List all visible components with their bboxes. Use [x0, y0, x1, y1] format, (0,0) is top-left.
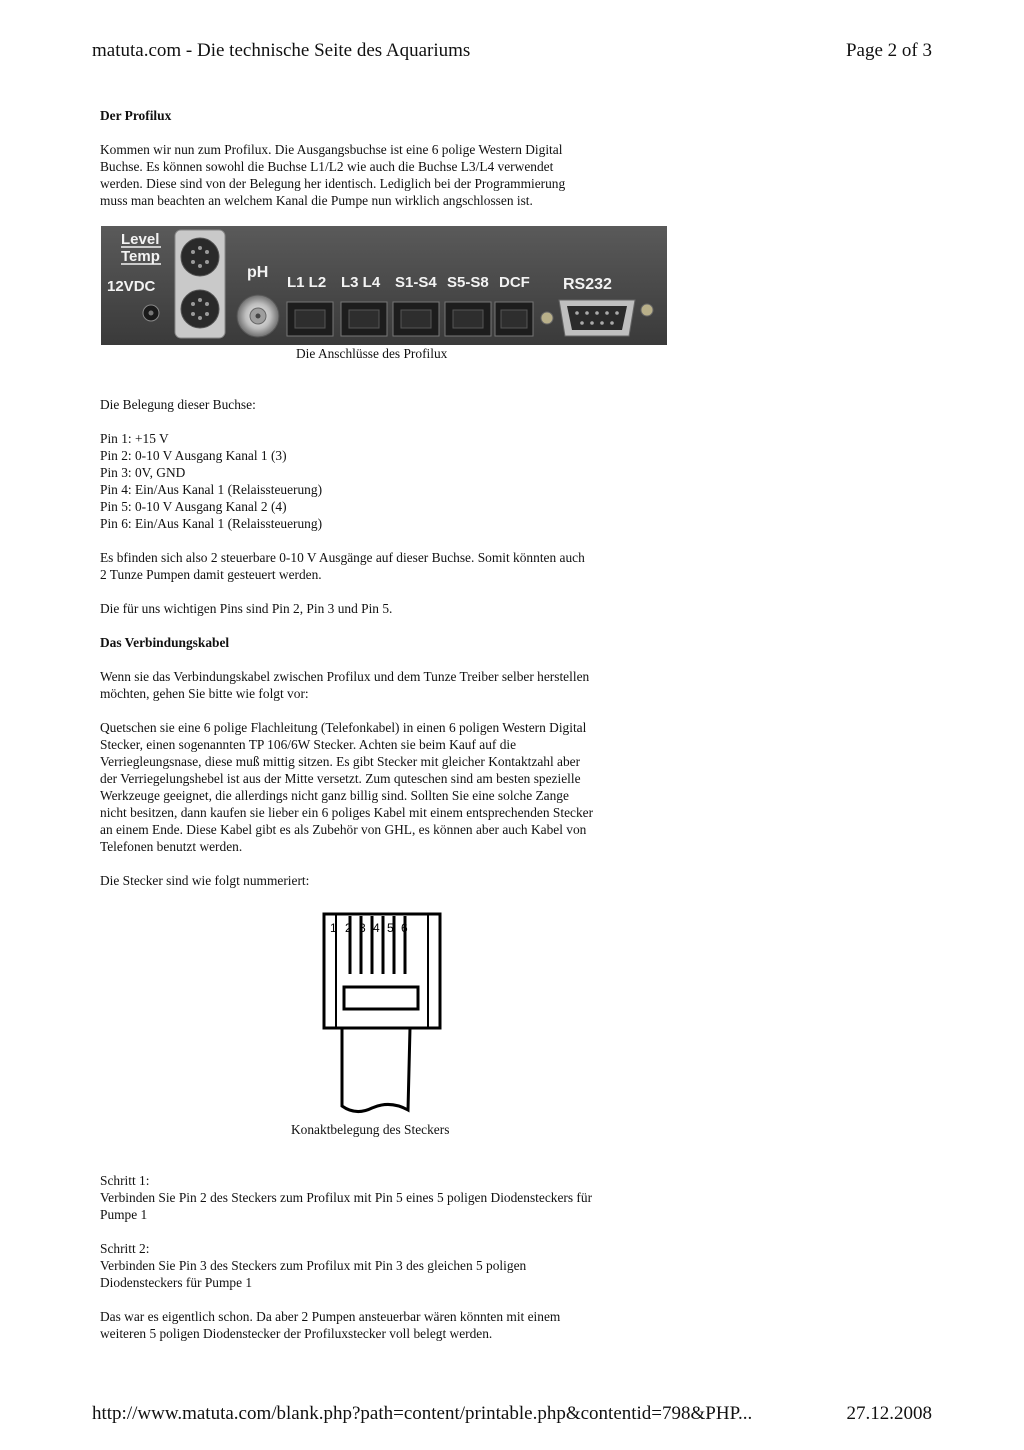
label-l1l2: L1 L2: [287, 274, 327, 291]
label-12vdc: 12VDC: [107, 278, 156, 295]
section-profilux: [100, 107, 672, 209]
pin-item: Pin 6: Ein/Aus Kanal 1 (Relaissteuerung): [100, 516, 323, 531]
plug-caption: Konaktbelegung des Steckers: [291, 1122, 450, 1137]
text-line: Verbinden Sie Pin 3 des Steckers zum Profilux mit Pin 3 des gleichen 5 poligen: [100, 1258, 527, 1273]
plug-cable: [342, 1028, 410, 1112]
text-line: werden. Diese sind von der Belegung her identisch. Lediglich bei der Programmierung: [100, 176, 566, 191]
din-socket-level: [181, 238, 219, 276]
pin-number: 2: [345, 921, 352, 935]
page-number: Page 2 of 3: [845, 40, 932, 61]
label-ph: pH: [247, 264, 269, 281]
pin-item: Pin 3: 0V, GND: [100, 465, 186, 480]
plug-latch-window: [344, 987, 418, 1009]
text-line: Stecker, einen sogenannten TP 106/6W Stecker. Achten sie beim Kauf auf die: [100, 737, 517, 752]
text-line: an einem Ende. Diese Kabel gibt es als Zubehör von GHL, es können aber auch Kabel von: [100, 822, 587, 837]
pin-number: 5: [387, 921, 394, 935]
pin-number: 6: [401, 921, 408, 935]
text-line: der Verriegelungshebel ist aus der Mitte versetzt. Zum quteschen sind am besten spezielle: [100, 771, 581, 786]
label-l3l4: L3 L4: [341, 274, 381, 291]
label-level: Level: [121, 231, 160, 248]
text-line: 2 Tunze Pumpen damit gesteuert werden.: [100, 567, 322, 582]
text-line: Die für uns wichtigen Pins sind Pin 2, Pin 3 und Pin 5.: [100, 601, 393, 616]
section-steps: [100, 1172, 672, 1342]
pin-number: 1: [330, 921, 337, 935]
text-line: Verbinden Sie Pin 2 des Steckers zum Profilux mit Pin 5 eines 5 poligen Diodensteckers für: [100, 1190, 593, 1205]
text-line: nicht besitzen, dann kaufen sie lieber ein 6 poliges Kabel mit einem entsprechenden Stecker: [100, 805, 594, 820]
text-line: Pumpe 1: [100, 1207, 148, 1222]
pin-number: 3: [359, 921, 366, 935]
rj-plug-diagram: [316, 902, 444, 1124]
pin-item: Pin 5: 0-10 V Ausgang Kanal 2 (4): [100, 499, 287, 514]
pin-item: Pin 2: 0-10 V Ausgang Kanal 1 (3): [100, 448, 287, 463]
heading-profilux: Der Profilux: [100, 108, 172, 123]
text-line: Telefonen benutzt werden.: [100, 839, 243, 854]
photo-caption: Die Anschlüsse des Profilux: [296, 346, 448, 361]
pins-intro: Die Belegung dieser Buchse:: [100, 397, 256, 412]
label-temp: Temp: [121, 248, 160, 265]
pin-number: 4: [373, 921, 380, 935]
label-s1s4: S1-S4: [395, 274, 437, 291]
text-line: möchten, gehen Sie bitte wie folgt vor:: [100, 686, 309, 701]
label-rs232: RS232: [563, 276, 612, 293]
text-line: weiteren 5 poligen Diodenstecker der Profiluxstecker voll belegt werden.: [100, 1326, 493, 1341]
step1-title: Schritt 1:: [100, 1173, 150, 1188]
heading-verbindungskabel: Das Verbindungskabel: [100, 635, 230, 650]
profilux-connector-photo: [101, 226, 667, 345]
label-s5s8: S5-S8: [447, 274, 489, 291]
text-line: muss man beachten an welchem Kanal die Pumpe nun wirklich angschlossen ist.: [100, 193, 533, 208]
header-title: matuta.com - Die technische Seite des Aquariums: [92, 40, 471, 61]
text-line: Das war es eigentlich schon. Da aber 2 Pumpen ansteuerbar wären könnten mit einem: [100, 1309, 561, 1324]
label-dcf: DCF: [499, 274, 530, 291]
din-socket-temp: [181, 290, 219, 328]
step2-title: Schritt 2:: [100, 1241, 150, 1256]
section-pin-assignment: [100, 396, 672, 889]
pin-item: Pin 4: Ein/Aus Kanal 1 (Relaissteuerung): [100, 482, 323, 497]
text-line: Es bfinden sich also 2 steuerbare 0-10 V Ausgänge auf dieser Buchse. Somit könnten auch: [100, 550, 585, 565]
text-line: Werkzeuge geeignet, die allerdings nicht ganz billig sind. Sollten Sie eine solche Zange: [100, 788, 569, 803]
text-line: Verriegleungsnase, diese muß mittig sitzen. Es gibt Stecker mit gleicher Kontaktzahl aber: [100, 754, 581, 769]
text-line: Kommen wir nun zum Profilux. Die Ausgangsbuchse ist eine 6 polige Western Digital: [100, 142, 563, 157]
text-line: Quetschen sie eine 6 polige Flachleitung (Telefonkabel) in einen 6 poligen Western Digital: [100, 720, 587, 735]
footer-url: http://www.matuta.com/blank.php?path=content/printable.php&contentid=798&PHP...: [92, 1403, 753, 1424]
pin-item: Pin 1: +15 V: [100, 431, 169, 446]
text-line: Die Stecker sind wie folgt nummeriert:: [100, 873, 310, 888]
text-line: Wenn sie das Verbindungskabel zwischen Profilux und dem Tunze Treiber selber herstellen: [100, 669, 590, 684]
rj-socket-row: [287, 302, 533, 336]
footer-date: 27.12.2008: [846, 1403, 932, 1424]
text-line: Diodensteckers für Pumpe 1: [100, 1275, 253, 1290]
text-line: Buchse. Es können sowohl die Buchse L1/L2 wie auch die Buchse L3/L4 verwendet: [100, 159, 554, 174]
